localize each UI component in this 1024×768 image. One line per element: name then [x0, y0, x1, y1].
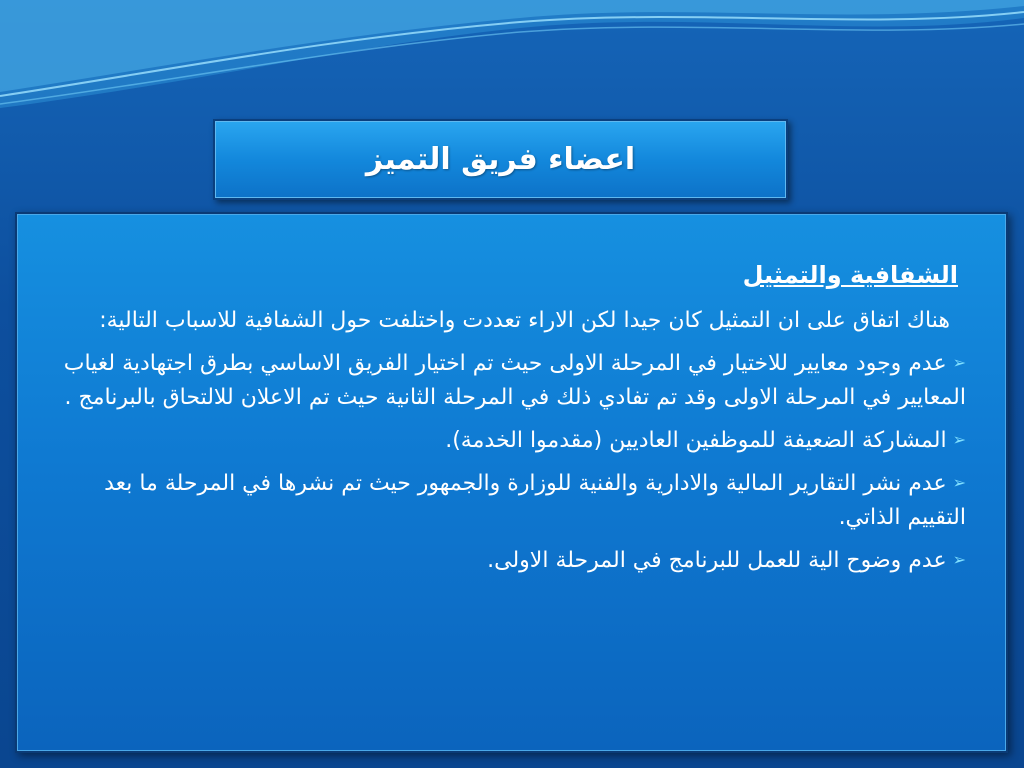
chevron-arrow-icon: ➢: [952, 473, 966, 492]
content-box: [15, 212, 1008, 753]
chevron-arrow-icon: ➢: [952, 430, 966, 449]
slide-title: اعضاء فريق التميز: [365, 142, 636, 177]
list-item: [45, 346, 968, 415]
bullet-text: المشاركة الضعيفة للموظفين العاديين (مقدموا الخدمة).: [445, 428, 947, 453]
list-item: [45, 466, 968, 535]
intro-paragraph: هناك اتفاق على ان التمثيل كان جيدا لكن الاراء تعددت واختلفت حول الشفافية للاسباب التالية:: [99, 308, 950, 333]
section-heading: الشفافية والتمثيل: [742, 261, 958, 289]
content-body: [45, 258, 968, 578]
list-item: [45, 423, 968, 458]
bullet-text: عدم وجود معايير للاختيار في المرحلة الاولى حيث تم اختيار الفريق الاساسي بطرق اجتهادية لغياب المعايير في المرحلة الاولى وقد تم تفادي ذلك في المرحلة الثانية حيث تم الاعلان للالتحاق بالبرنامج .: [63, 351, 966, 410]
bullet-list: [45, 346, 968, 578]
list-item: [45, 543, 968, 578]
chevron-arrow-icon: ➢: [952, 550, 966, 569]
decorative-wave: [0, 0, 1024, 120]
chevron-arrow-icon: ➢: [952, 353, 966, 372]
bullet-text: عدم وضوح الية للعمل للبرنامج في المرحلة الاولى.: [487, 548, 947, 573]
bullet-text: عدم نشر التقارير المالية والادارية والفنية للوزارة والجمهور حيث تم نشرها في المرحلة ما بعد التقييم الذاتي.: [104, 471, 966, 530]
title-box: [213, 119, 788, 200]
